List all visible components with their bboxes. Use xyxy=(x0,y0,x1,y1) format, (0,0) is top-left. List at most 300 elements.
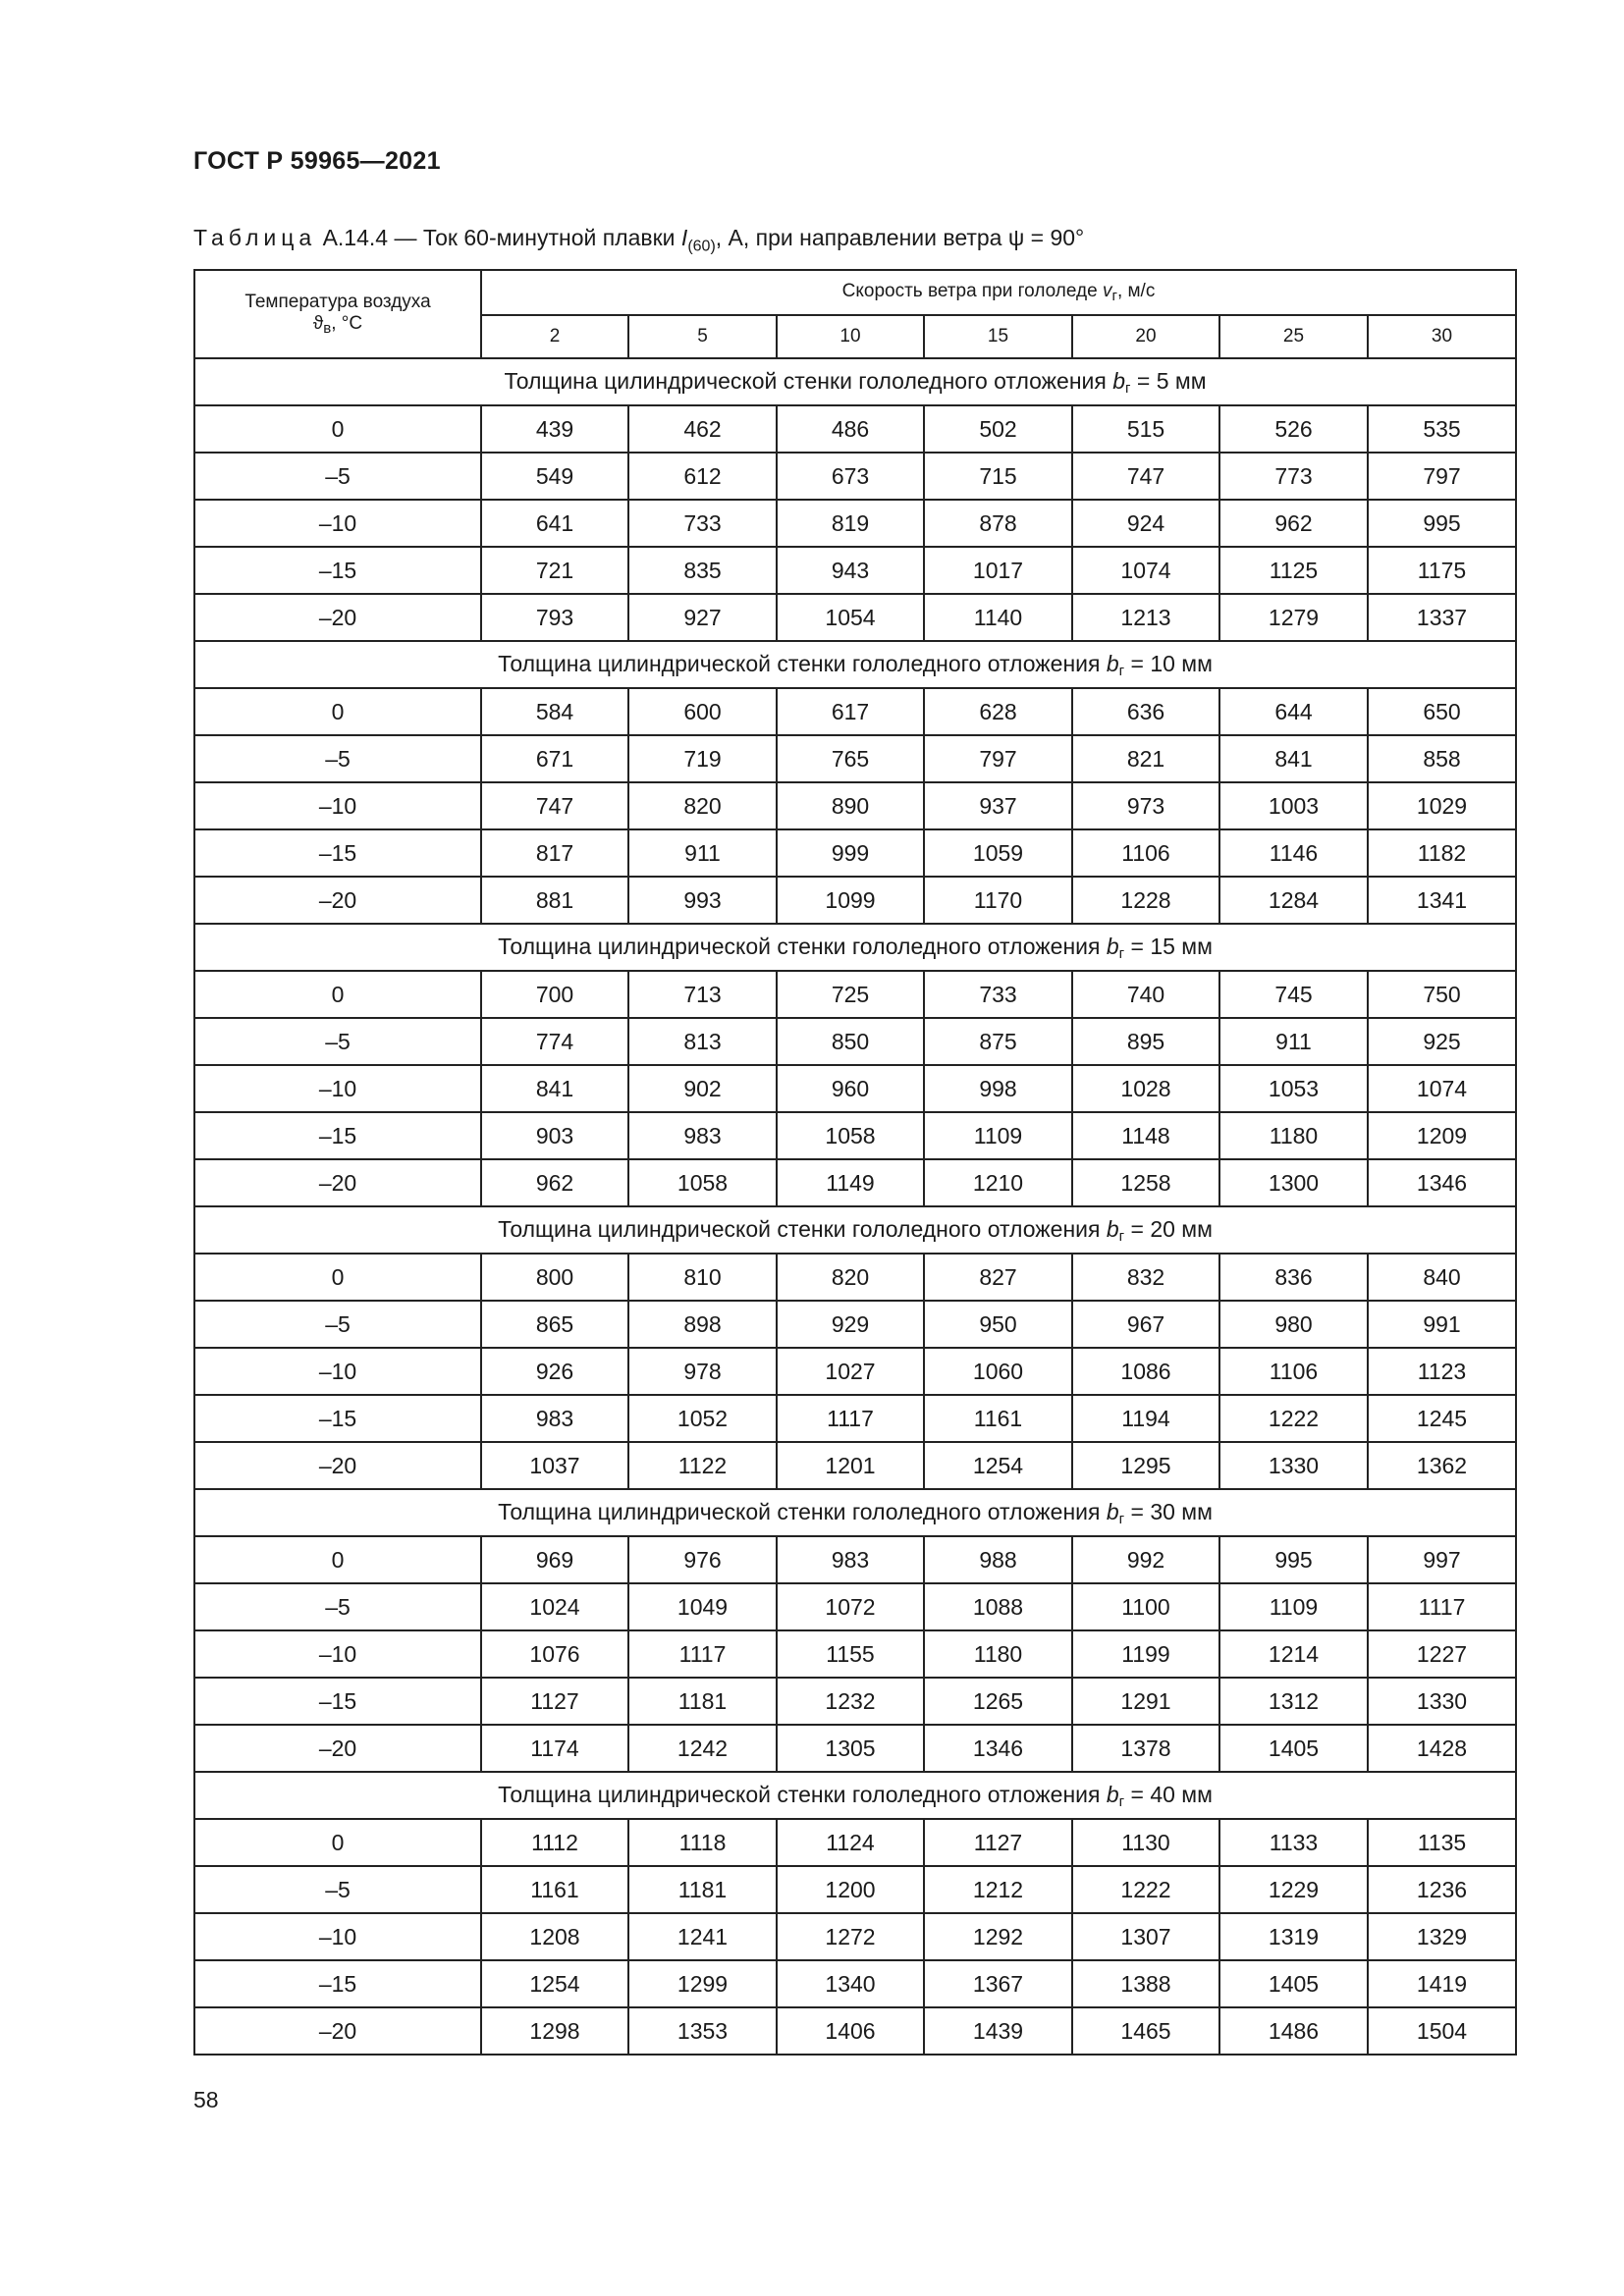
temperature-symbol-sub: в xyxy=(323,320,332,337)
section-symbol: b xyxy=(1106,650,1119,676)
section-symbol: b xyxy=(1106,1215,1119,1242)
temperature-cell: –5 xyxy=(194,1866,481,1913)
table-row xyxy=(194,405,1516,453)
current-value-cell: 1504 xyxy=(1368,2007,1516,2055)
current-value-cell: 1337 xyxy=(1368,594,1516,641)
current-value-cell: 878 xyxy=(924,500,1072,547)
current-value-cell: 1155 xyxy=(777,1630,924,1678)
current-value-cell: 836 xyxy=(1219,1254,1368,1301)
section-header-row xyxy=(194,641,1516,688)
temperature-cell: 0 xyxy=(194,1536,481,1583)
wind-speed-symbol: v xyxy=(1102,281,1112,301)
current-value-cell: 1228 xyxy=(1072,877,1219,924)
current-value-cell: 1284 xyxy=(1219,877,1368,924)
current-value-cell: 821 xyxy=(1072,735,1219,782)
current-value-cell: 1388 xyxy=(1072,1960,1219,2007)
current-value-cell: 895 xyxy=(1072,1018,1219,1065)
section-title xyxy=(194,1772,1516,1819)
current-value-cell: 926 xyxy=(481,1348,628,1395)
table-row xyxy=(194,735,1516,782)
current-value-cell: 980 xyxy=(1219,1301,1368,1348)
caption-text-before: — Ток 60-минутной плавки xyxy=(394,225,681,250)
current-value-cell: 1367 xyxy=(924,1960,1072,2007)
current-value-cell: 995 xyxy=(1368,500,1516,547)
current-value-cell: 1125 xyxy=(1219,547,1368,594)
table-row xyxy=(194,1065,1516,1112)
current-value-cell: 841 xyxy=(1219,735,1368,782)
current-value-cell: 1174 xyxy=(481,1725,628,1772)
current-value-cell: 628 xyxy=(924,688,1072,735)
current-value-cell: 526 xyxy=(1219,405,1368,453)
current-value-cell: 612 xyxy=(628,453,777,500)
current-value-cell: 1109 xyxy=(1219,1583,1368,1630)
current-value-cell: 976 xyxy=(628,1536,777,1583)
document-header: ГОСТ Р 59965—2021 xyxy=(193,147,441,175)
current-value-cell: 439 xyxy=(481,405,628,453)
current-value-cell: 962 xyxy=(481,1159,628,1206)
table-row xyxy=(194,1725,1516,1772)
current-value-cell: 1242 xyxy=(628,1725,777,1772)
current-value-cell: 820 xyxy=(628,782,777,829)
wind-speed-header-cell: 15 xyxy=(924,315,1072,358)
section-prefix: Толщина цилиндрической стенки гололедного отложения xyxy=(504,367,1113,394)
temperature-cell: –5 xyxy=(194,453,481,500)
current-value-cell: 1232 xyxy=(777,1678,924,1725)
current-value-cell: 898 xyxy=(628,1301,777,1348)
current-value-cell: 740 xyxy=(1072,971,1219,1018)
current-value-cell: 998 xyxy=(924,1065,1072,1112)
current-value-cell: 1214 xyxy=(1219,1630,1368,1678)
current-value-cell: 765 xyxy=(777,735,924,782)
current-value-cell: 993 xyxy=(628,877,777,924)
current-value-cell: 1127 xyxy=(924,1819,1072,1866)
table-row xyxy=(194,1819,1516,1866)
current-value-cell: 1123 xyxy=(1368,1348,1516,1395)
current-value-cell: 1201 xyxy=(777,1442,924,1489)
current-value-cell: 1229 xyxy=(1219,1866,1368,1913)
current-value-cell: 733 xyxy=(628,500,777,547)
table-row xyxy=(194,2007,1516,2055)
current-value-cell: 1117 xyxy=(777,1395,924,1442)
current-value-cell: 988 xyxy=(924,1536,1072,1583)
current-value-cell: 1028 xyxy=(1072,1065,1219,1112)
current-value-cell: 858 xyxy=(1368,735,1516,782)
section-prefix: Толщина цилиндрической стенки гололедного отложения xyxy=(498,1498,1107,1524)
current-value-cell: 1037 xyxy=(481,1442,628,1489)
current-value-cell: 1109 xyxy=(924,1112,1072,1159)
current-value-cell: 1428 xyxy=(1368,1725,1516,1772)
current-value-cell: 969 xyxy=(481,1536,628,1583)
temperature-cell: –15 xyxy=(194,1960,481,2007)
current-value-cell: 1106 xyxy=(1072,829,1219,877)
current-value-cell: 950 xyxy=(924,1301,1072,1348)
current-value-cell: 650 xyxy=(1368,688,1516,735)
table-row xyxy=(194,971,1516,1018)
current-value-cell: 641 xyxy=(481,500,628,547)
current-value-cell: 992 xyxy=(1072,1536,1219,1583)
current-value-cell: 1180 xyxy=(1219,1112,1368,1159)
temperature-cell: –5 xyxy=(194,735,481,782)
current-value-cell: 747 xyxy=(481,782,628,829)
current-value-cell: 1149 xyxy=(777,1159,924,1206)
current-value-cell: 584 xyxy=(481,688,628,735)
caption-symbol-sub: (60) xyxy=(687,238,716,255)
current-value-cell: 1117 xyxy=(628,1630,777,1678)
current-value-cell: 850 xyxy=(777,1018,924,1065)
wind-speed-header-cell: 5 xyxy=(628,315,777,358)
current-value-cell: 1059 xyxy=(924,829,1072,877)
temperature-cell: 0 xyxy=(194,971,481,1018)
temperature-cell: –5 xyxy=(194,1301,481,1348)
current-value-cell: 1182 xyxy=(1368,829,1516,877)
table-row xyxy=(194,453,1516,500)
temperature-symbol: ϑ xyxy=(312,313,324,334)
current-value-cell: 1405 xyxy=(1219,1960,1368,2007)
table-row xyxy=(194,1395,1516,1442)
current-value-cell: 1029 xyxy=(1368,782,1516,829)
current-value-cell: 813 xyxy=(628,1018,777,1065)
current-value-cell: 502 xyxy=(924,405,1072,453)
section-thickness: = 10 мм xyxy=(1124,650,1213,676)
current-value-cell: 800 xyxy=(481,1254,628,1301)
current-value-cell: 1072 xyxy=(777,1583,924,1630)
section-symbol-sub: г xyxy=(1118,1227,1125,1245)
current-value-cell: 1213 xyxy=(1072,594,1219,641)
temperature-column-header xyxy=(194,270,481,358)
current-value-cell: 999 xyxy=(777,829,924,877)
current-value-cell: 983 xyxy=(777,1536,924,1583)
current-value-cell: 671 xyxy=(481,735,628,782)
current-value-cell: 1298 xyxy=(481,2007,628,2055)
table-row xyxy=(194,688,1516,735)
temperature-header-line1: Температура воздуха xyxy=(244,292,431,312)
temperature-cell: –20 xyxy=(194,1159,481,1206)
current-value-cell: 1088 xyxy=(924,1583,1072,1630)
current-value-cell: 1200 xyxy=(777,1866,924,1913)
current-value-cell: 1210 xyxy=(924,1159,1072,1206)
temperature-header-line2 xyxy=(195,313,480,337)
current-value-cell: 903 xyxy=(481,1112,628,1159)
current-value-cell: 1222 xyxy=(1072,1866,1219,1913)
current-value-cell: 713 xyxy=(628,971,777,1018)
current-table xyxy=(193,269,1517,2056)
table-row xyxy=(194,1913,1516,1960)
current-value-cell: 983 xyxy=(628,1112,777,1159)
temperature-cell: –10 xyxy=(194,1913,481,1960)
current-value-cell: 997 xyxy=(1368,1536,1516,1583)
temperature-cell: –20 xyxy=(194,1442,481,1489)
current-value-cell: 1307 xyxy=(1072,1913,1219,1960)
current-value-cell: 535 xyxy=(1368,405,1516,453)
current-value-cell: 1076 xyxy=(481,1630,628,1678)
section-thickness: = 30 мм xyxy=(1124,1498,1213,1524)
current-value-cell: 1146 xyxy=(1219,829,1368,877)
section-header-row xyxy=(194,1206,1516,1254)
wind-speed-header-cell: 2 xyxy=(481,315,628,358)
temperature-cell: 0 xyxy=(194,1819,481,1866)
section-thickness: = 15 мм xyxy=(1124,933,1213,959)
current-value-cell: 1212 xyxy=(924,1866,1072,1913)
current-value-cell: 1330 xyxy=(1219,1442,1368,1489)
current-value-cell: 817 xyxy=(481,829,628,877)
current-value-cell: 1054 xyxy=(777,594,924,641)
wind-speed-symbol-sub: г xyxy=(1111,288,1117,304)
current-value-cell: 1086 xyxy=(1072,1348,1219,1395)
current-value-cell: 725 xyxy=(777,971,924,1018)
temperature-cell: –10 xyxy=(194,1065,481,1112)
current-value-cell: 902 xyxy=(628,1065,777,1112)
current-value-cell: 797 xyxy=(924,735,1072,782)
current-value-cell: 1245 xyxy=(1368,1395,1516,1442)
current-value-cell: 1024 xyxy=(481,1583,628,1630)
current-value-cell: 1305 xyxy=(777,1725,924,1772)
current-value-cell: 673 xyxy=(777,453,924,500)
current-value-cell: 1272 xyxy=(777,1913,924,1960)
table-row xyxy=(194,1112,1516,1159)
temperature-cell: –15 xyxy=(194,1112,481,1159)
current-value-cell: 1017 xyxy=(924,547,1072,594)
current-value-cell: 1236 xyxy=(1368,1866,1516,1913)
table-row xyxy=(194,1960,1516,2007)
table-row xyxy=(194,782,1516,829)
current-value-cell: 617 xyxy=(777,688,924,735)
current-value-cell: 549 xyxy=(481,453,628,500)
current-value-cell: 1486 xyxy=(1219,2007,1368,2055)
current-value-cell: 1130 xyxy=(1072,1819,1219,1866)
current-value-cell: 1254 xyxy=(481,1960,628,2007)
current-value-cell: 995 xyxy=(1219,1536,1368,1583)
current-value-cell: 1254 xyxy=(924,1442,1072,1489)
current-value-cell: 1299 xyxy=(628,1960,777,2007)
section-symbol-sub: г xyxy=(1125,379,1131,397)
temperature-unit: , °С xyxy=(331,313,363,334)
current-value-cell: 1329 xyxy=(1368,1913,1516,1960)
current-value-cell: 1346 xyxy=(1368,1159,1516,1206)
current-value-cell: 1362 xyxy=(1368,1442,1516,1489)
current-value-cell: 1118 xyxy=(628,1819,777,1866)
section-prefix: Толщина цилиндрической стенки гололедного отложения xyxy=(498,933,1107,959)
caption-text-after: , А, при направлении ветра ψ = 90° xyxy=(715,225,1085,250)
table-row xyxy=(194,500,1516,547)
current-value-cell: 462 xyxy=(628,405,777,453)
current-value-cell: 840 xyxy=(1368,1254,1516,1301)
current-value-cell: 1295 xyxy=(1072,1442,1219,1489)
current-value-cell: 1100 xyxy=(1072,1583,1219,1630)
temperature-cell: –5 xyxy=(194,1583,481,1630)
current-value-cell: 1181 xyxy=(628,1678,777,1725)
current-value-cell: 943 xyxy=(777,547,924,594)
current-value-cell: 1148 xyxy=(1072,1112,1219,1159)
current-value-cell: 1346 xyxy=(924,1725,1072,1772)
current-value-cell: 1378 xyxy=(1072,1725,1219,1772)
current-value-cell: 1312 xyxy=(1219,1678,1368,1725)
current-value-cell: 1439 xyxy=(924,2007,1072,2055)
table-row xyxy=(194,1678,1516,1725)
table-row xyxy=(194,829,1516,877)
current-value-cell: 1465 xyxy=(1072,2007,1219,2055)
temperature-cell: –20 xyxy=(194,594,481,641)
current-value-cell: 719 xyxy=(628,735,777,782)
current-value-cell: 486 xyxy=(777,405,924,453)
current-value-cell: 1106 xyxy=(1219,1348,1368,1395)
current-value-cell: 1175 xyxy=(1368,547,1516,594)
current-value-cell: 929 xyxy=(777,1301,924,1348)
current-value-cell: 1419 xyxy=(1368,1960,1516,2007)
temperature-cell: –20 xyxy=(194,1725,481,1772)
section-header-row xyxy=(194,924,1516,971)
table-row xyxy=(194,1159,1516,1206)
section-thickness: = 40 мм xyxy=(1124,1781,1213,1807)
current-value-cell: 1258 xyxy=(1072,1159,1219,1206)
current-value-cell: 1340 xyxy=(777,1960,924,2007)
temperature-cell: –10 xyxy=(194,782,481,829)
current-value-cell: 1208 xyxy=(481,1913,628,1960)
current-value-cell: 962 xyxy=(1219,500,1368,547)
current-value-cell: 911 xyxy=(628,829,777,877)
current-value-cell: 515 xyxy=(1072,405,1219,453)
current-value-cell: 600 xyxy=(628,688,777,735)
current-value-cell: 636 xyxy=(1072,688,1219,735)
current-value-cell: 819 xyxy=(777,500,924,547)
current-value-cell: 1133 xyxy=(1219,1819,1368,1866)
temperature-cell: –5 xyxy=(194,1018,481,1065)
current-value-cell: 875 xyxy=(924,1018,1072,1065)
current-value-cell: 827 xyxy=(924,1254,1072,1301)
current-value-cell: 978 xyxy=(628,1348,777,1395)
current-value-cell: 1052 xyxy=(628,1395,777,1442)
section-title xyxy=(194,1206,1516,1254)
wind-speed-header-cell: 25 xyxy=(1219,315,1368,358)
section-symbol-sub: г xyxy=(1118,1510,1125,1527)
wind-speed-unit: , м/с xyxy=(1116,281,1156,301)
current-value-cell: 890 xyxy=(777,782,924,829)
section-header-row xyxy=(194,1772,1516,1819)
current-value-cell: 1060 xyxy=(924,1348,1072,1395)
current-value-cell: 745 xyxy=(1219,971,1368,1018)
current-value-cell: 1265 xyxy=(924,1678,1072,1725)
section-symbol: b xyxy=(1106,933,1119,959)
current-value-cell: 924 xyxy=(1072,500,1219,547)
current-value-cell: 832 xyxy=(1072,1254,1219,1301)
section-prefix: Толщина цилиндрической стенки гололедного отложения xyxy=(498,650,1107,676)
section-title xyxy=(194,358,1516,405)
section-symbol-sub: г xyxy=(1118,662,1125,679)
current-value-cell: 1406 xyxy=(777,2007,924,2055)
temperature-cell: –15 xyxy=(194,1395,481,1442)
current-value-cell: 715 xyxy=(924,453,1072,500)
current-value-cell: 820 xyxy=(777,1254,924,1301)
wind-speed-header-cell: 30 xyxy=(1368,315,1516,358)
current-value-cell: 967 xyxy=(1072,1301,1219,1348)
temperature-cell: –10 xyxy=(194,500,481,547)
current-value-cell: 700 xyxy=(481,971,628,1018)
current-value-cell: 1049 xyxy=(628,1583,777,1630)
current-value-cell: 1122 xyxy=(628,1442,777,1489)
current-value-cell: 1058 xyxy=(628,1159,777,1206)
current-value-cell: 1099 xyxy=(777,877,924,924)
current-value-cell: 1330 xyxy=(1368,1678,1516,1725)
section-title xyxy=(194,924,1516,971)
current-value-cell: 1161 xyxy=(924,1395,1072,1442)
table-caption xyxy=(193,225,1084,256)
wind-speed-header xyxy=(481,270,1516,315)
current-value-cell: 733 xyxy=(924,971,1072,1018)
current-value-cell: 1127 xyxy=(481,1678,628,1725)
current-value-cell: 927 xyxy=(628,594,777,641)
table-row xyxy=(194,547,1516,594)
current-value-cell: 810 xyxy=(628,1254,777,1301)
current-value-cell: 911 xyxy=(1219,1018,1368,1065)
current-value-cell: 1341 xyxy=(1368,877,1516,924)
current-value-cell: 983 xyxy=(481,1395,628,1442)
current-value-cell: 881 xyxy=(481,877,628,924)
current-value-cell: 747 xyxy=(1072,453,1219,500)
temperature-cell: 0 xyxy=(194,405,481,453)
current-value-cell: 1053 xyxy=(1219,1065,1368,1112)
table-row xyxy=(194,1442,1516,1489)
table-row xyxy=(194,1301,1516,1348)
current-value-cell: 1222 xyxy=(1219,1395,1368,1442)
temperature-cell: 0 xyxy=(194,688,481,735)
section-symbol-sub: г xyxy=(1118,944,1125,962)
section-prefix: Толщина цилиндрической стенки гололедного отложения xyxy=(498,1781,1107,1807)
section-symbol: b xyxy=(1112,367,1126,394)
current-value-cell: 1074 xyxy=(1072,547,1219,594)
current-value-cell: 1161 xyxy=(481,1866,628,1913)
current-value-cell: 1058 xyxy=(777,1112,924,1159)
current-value-cell: 1135 xyxy=(1368,1819,1516,1866)
current-value-cell: 773 xyxy=(1219,453,1368,500)
page-number: 58 xyxy=(193,2087,219,2112)
temperature-cell: –15 xyxy=(194,1678,481,1725)
current-value-cell: 841 xyxy=(481,1065,628,1112)
caption-symbol: I xyxy=(680,225,688,250)
current-value-cell: 1291 xyxy=(1072,1678,1219,1725)
section-thickness: = 5 мм xyxy=(1130,367,1207,394)
current-value-cell: 1209 xyxy=(1368,1112,1516,1159)
current-value-cell: 937 xyxy=(924,782,1072,829)
current-value-cell: 1180 xyxy=(924,1630,1072,1678)
current-value-cell: 1181 xyxy=(628,1866,777,1913)
temperature-cell: –10 xyxy=(194,1348,481,1395)
current-value-cell: 1170 xyxy=(924,877,1072,924)
table-row xyxy=(194,877,1516,924)
current-value-cell: 774 xyxy=(481,1018,628,1065)
section-symbol: b xyxy=(1106,1781,1119,1807)
current-value-cell: 750 xyxy=(1368,971,1516,1018)
current-value-cell: 1300 xyxy=(1219,1159,1368,1206)
section-symbol-sub: г xyxy=(1118,1792,1125,1810)
current-value-cell: 1003 xyxy=(1219,782,1368,829)
current-value-cell: 1074 xyxy=(1368,1065,1516,1112)
current-value-cell: 1194 xyxy=(1072,1395,1219,1442)
current-value-cell: 835 xyxy=(628,547,777,594)
current-value-cell: 1124 xyxy=(777,1819,924,1866)
current-value-cell: 644 xyxy=(1219,688,1368,735)
table-row xyxy=(194,1630,1516,1678)
current-value-cell: 793 xyxy=(481,594,628,641)
wind-speed-header-cell: 10 xyxy=(777,315,924,358)
section-thickness: = 20 мм xyxy=(1124,1215,1213,1242)
section-header-row xyxy=(194,358,1516,405)
current-value-cell: 1199 xyxy=(1072,1630,1219,1678)
section-title xyxy=(194,1489,1516,1536)
current-value-cell: 1292 xyxy=(924,1913,1072,1960)
table-row xyxy=(194,594,1516,641)
table-row xyxy=(194,1348,1516,1395)
section-symbol: b xyxy=(1106,1498,1119,1524)
current-value-cell: 973 xyxy=(1072,782,1219,829)
